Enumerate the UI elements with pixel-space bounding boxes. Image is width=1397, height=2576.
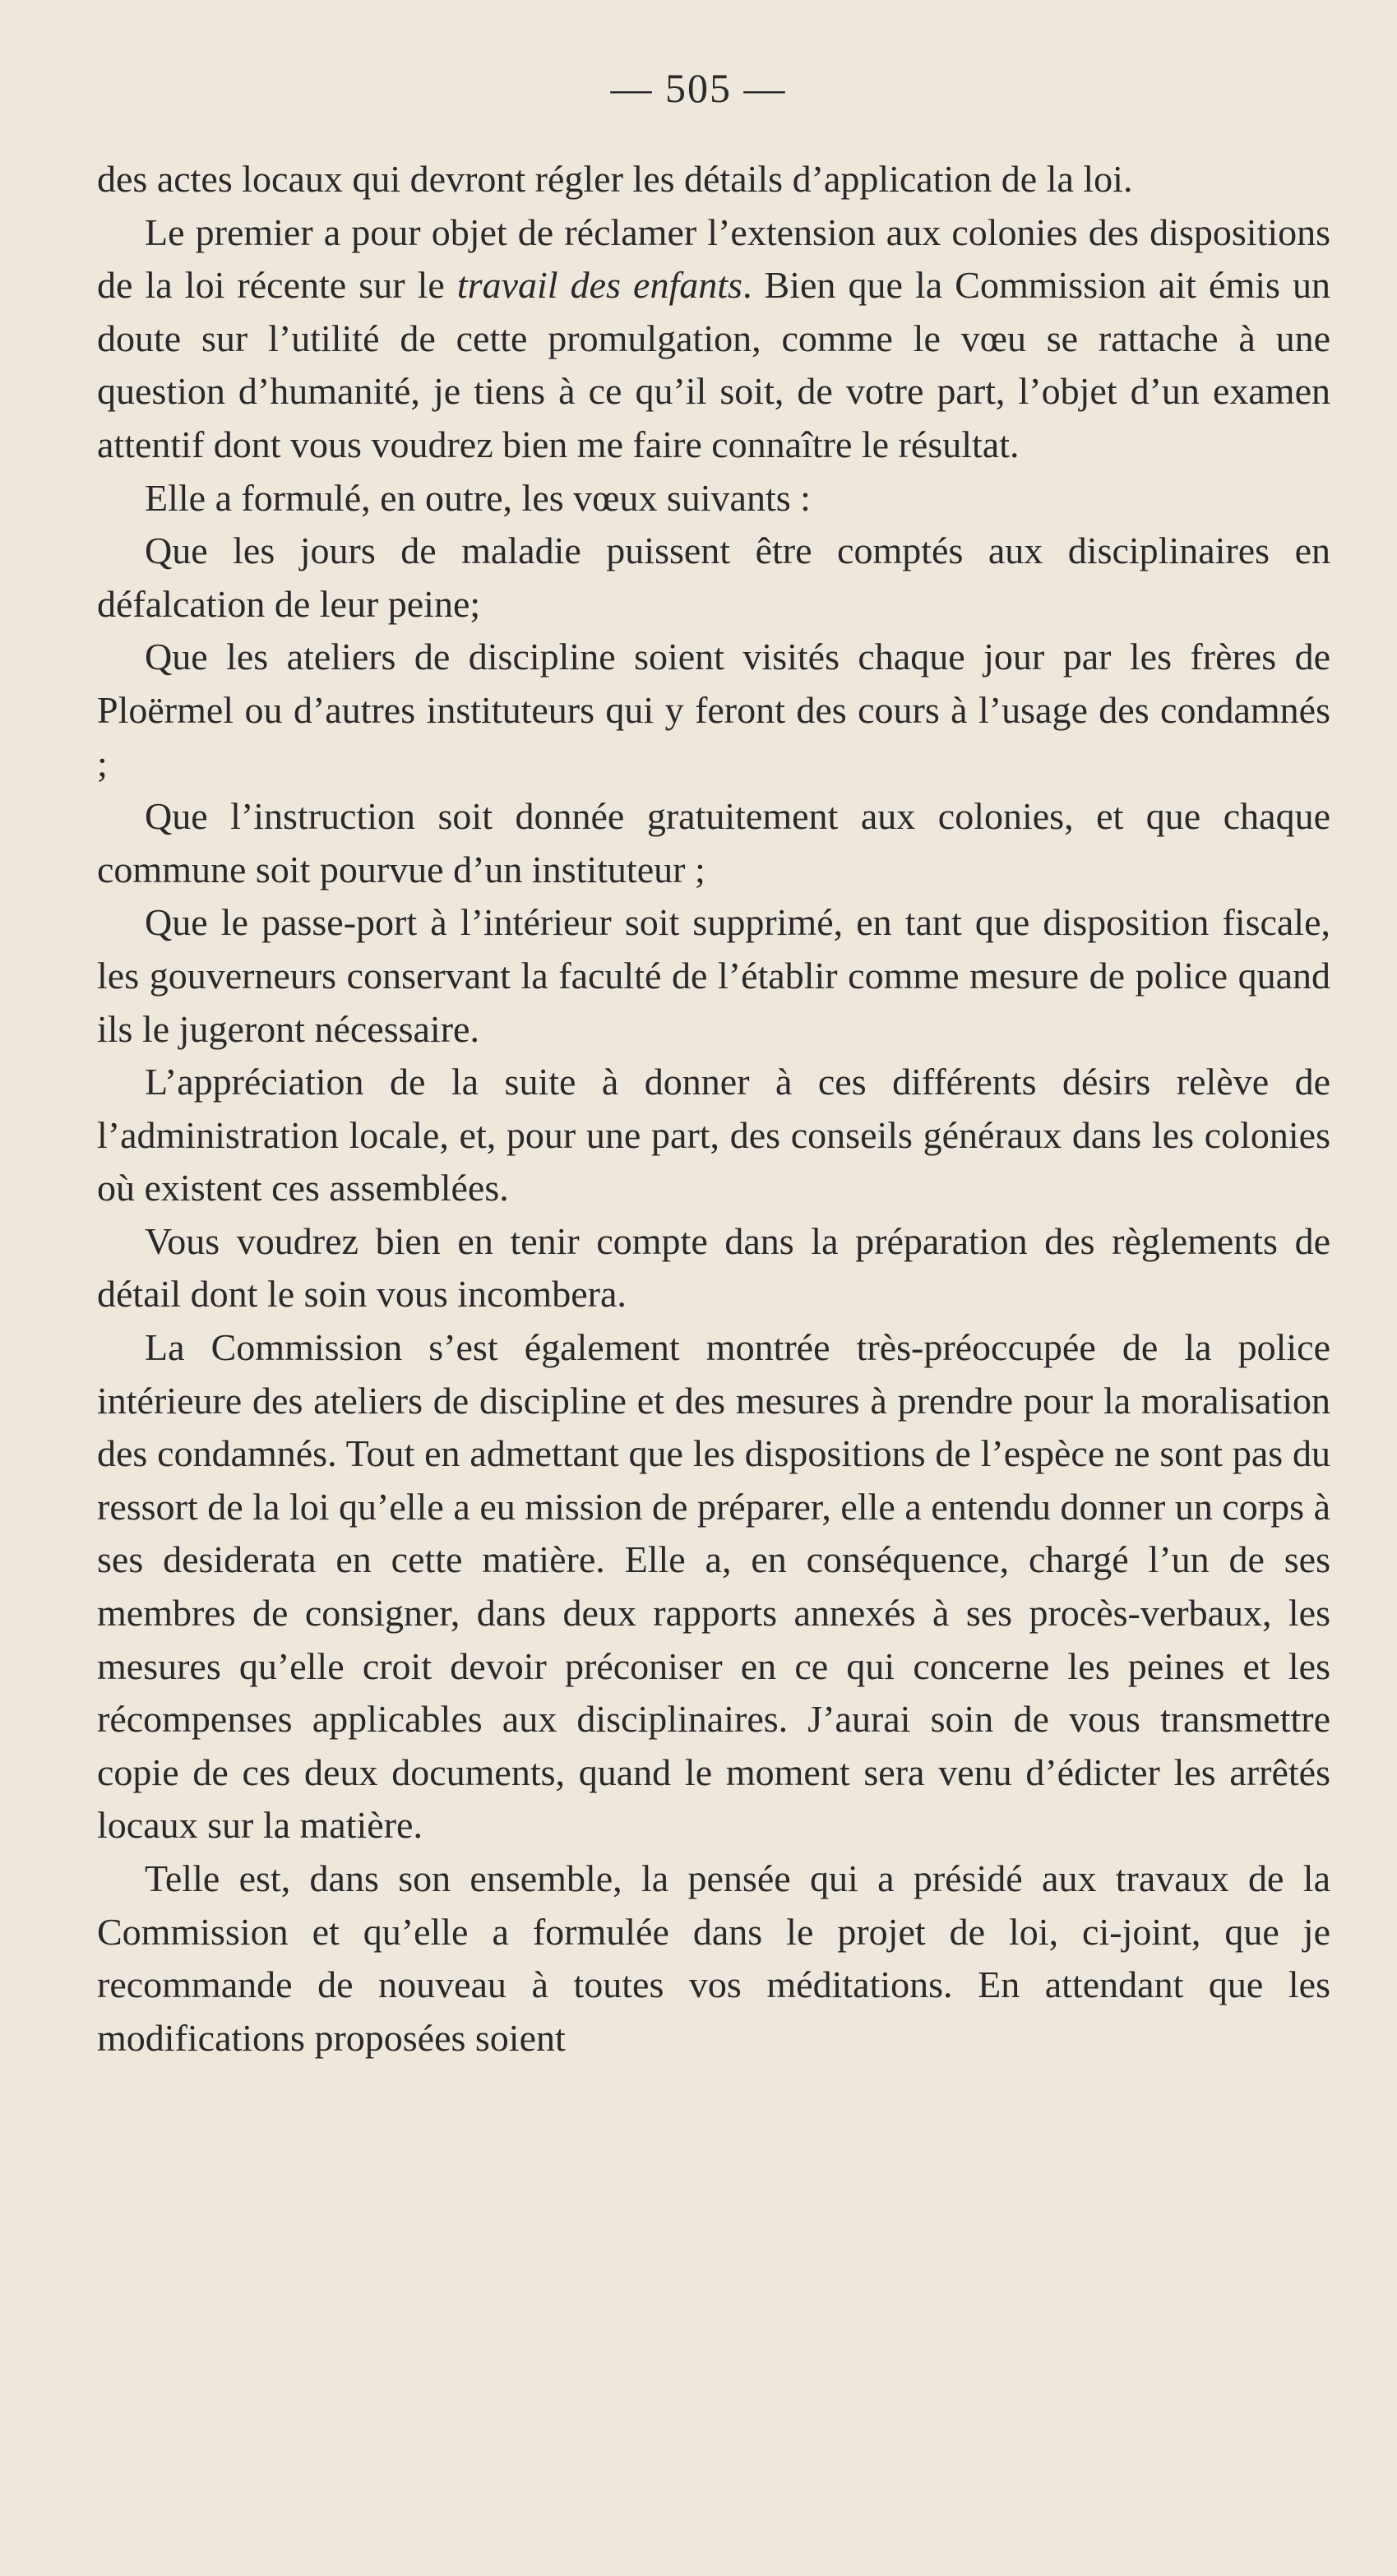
paragraph-text: Que le passe-port à l’intérieur soit supprimé, en tant que disposition fiscale, les gouverneurs conservant la faculté de l’établir comme mesure de police quand ils le jugeront nécessaire. [97,901,1330,1050]
paragraph-text: Que les ateliers de discipline soient visités chaque jour par les frères de Ploërmel ou d’autres instituteurs qui y feront des cours à l’usage des condamnés ; [97,636,1330,784]
paragraph-text: Le premier a pour objet de réclamer l’extension aux colonies des dispositions de la loi récente sur le [97,210,1330,307]
italic-title: travail des enfants [456,264,742,307]
paragraph-text: des actes locaux qui devront régler les détails d’application de la loi. [97,158,1133,200]
paragraph [97,790,1330,896]
paragraph [97,1852,1330,2065]
paragraph-text: Telle est, dans son ensemble, la pensée qui a présidé aux travaux de la Commission et qu’elle a formulée dans le projet de loi, ci-joint, que je recommande de nouveau à toutes vos méditations. En attendant que les modifications proposées soient [97,1857,1330,2059]
page-number: — 505 — [610,65,787,111]
body-text [97,153,1330,2065]
paragraph-text: . Bien que la Commission ait émis un doute sur l’utilité de cette promulgation, comme le vœu se rattache à une question d’humanité, je tiens à ce qu’il soit, de votre part, l’objet d’un examen attentif dont vous voudrez bien me faire connaître le résultat. [97,264,1331,465]
paragraph [97,206,1330,472]
paragraph-text: Vous voudrez bien en tenir compte dans la préparation des règlements de détail dont le soin vous incombera. [97,1219,1330,1316]
paragraph-text: L’appréciation de la suite à donner à ces différents désirs relève de l’administration locale, et, pour une part, des conseils généraux dans les colonies où existent ces assemblées. [97,1061,1330,1209]
paragraph-text: Que les jours de maladie puissent être comptés aux disciplinaires en défalcation de leur peine; [97,530,1330,625]
paragraph [97,1215,1330,1321]
paragraph [97,1056,1330,1215]
paragraph [97,631,1330,790]
paragraph-continued [97,153,1330,206]
paragraph-text: Que l’instruction soit donnée gratuitement aux colonies, et que chaque commune soit pourvue d’un instituteur ; [97,795,1330,890]
paragraph [97,896,1330,1056]
paragraph [97,525,1330,631]
paragraph-text: La Commission s’est également montrée très-préoccupée de la police intérieure des ateliers de discipline et des mesures à prendre pour la moralisation des condamnés. Tout en admettant que les dispositions de l’espèce ne sont pas du ressort de la loi qu’elle a eu mission de préparer, elle a entendu donner un corps à ses desiderata en cette matière. Elle a, en conséquence, chargé l’un de ses membres de consigner, dans deux rapports annexés à ses procès-verbaux, les mesures qu’elle croit devoir préconiser en ce qui concerne les peines et les récompenses applicables aux disciplinaires. J’aurai soin de vous transmettre copie de ces deux documents, quand le moment sera venu d’édicter les arrêtés locaux sur la matière. [97,1326,1330,1847]
paragraph [97,1321,1330,1852]
paragraph [97,472,1330,525]
paragraph-text: Elle a formulé, en outre, les vœux suivants : [145,476,811,519]
